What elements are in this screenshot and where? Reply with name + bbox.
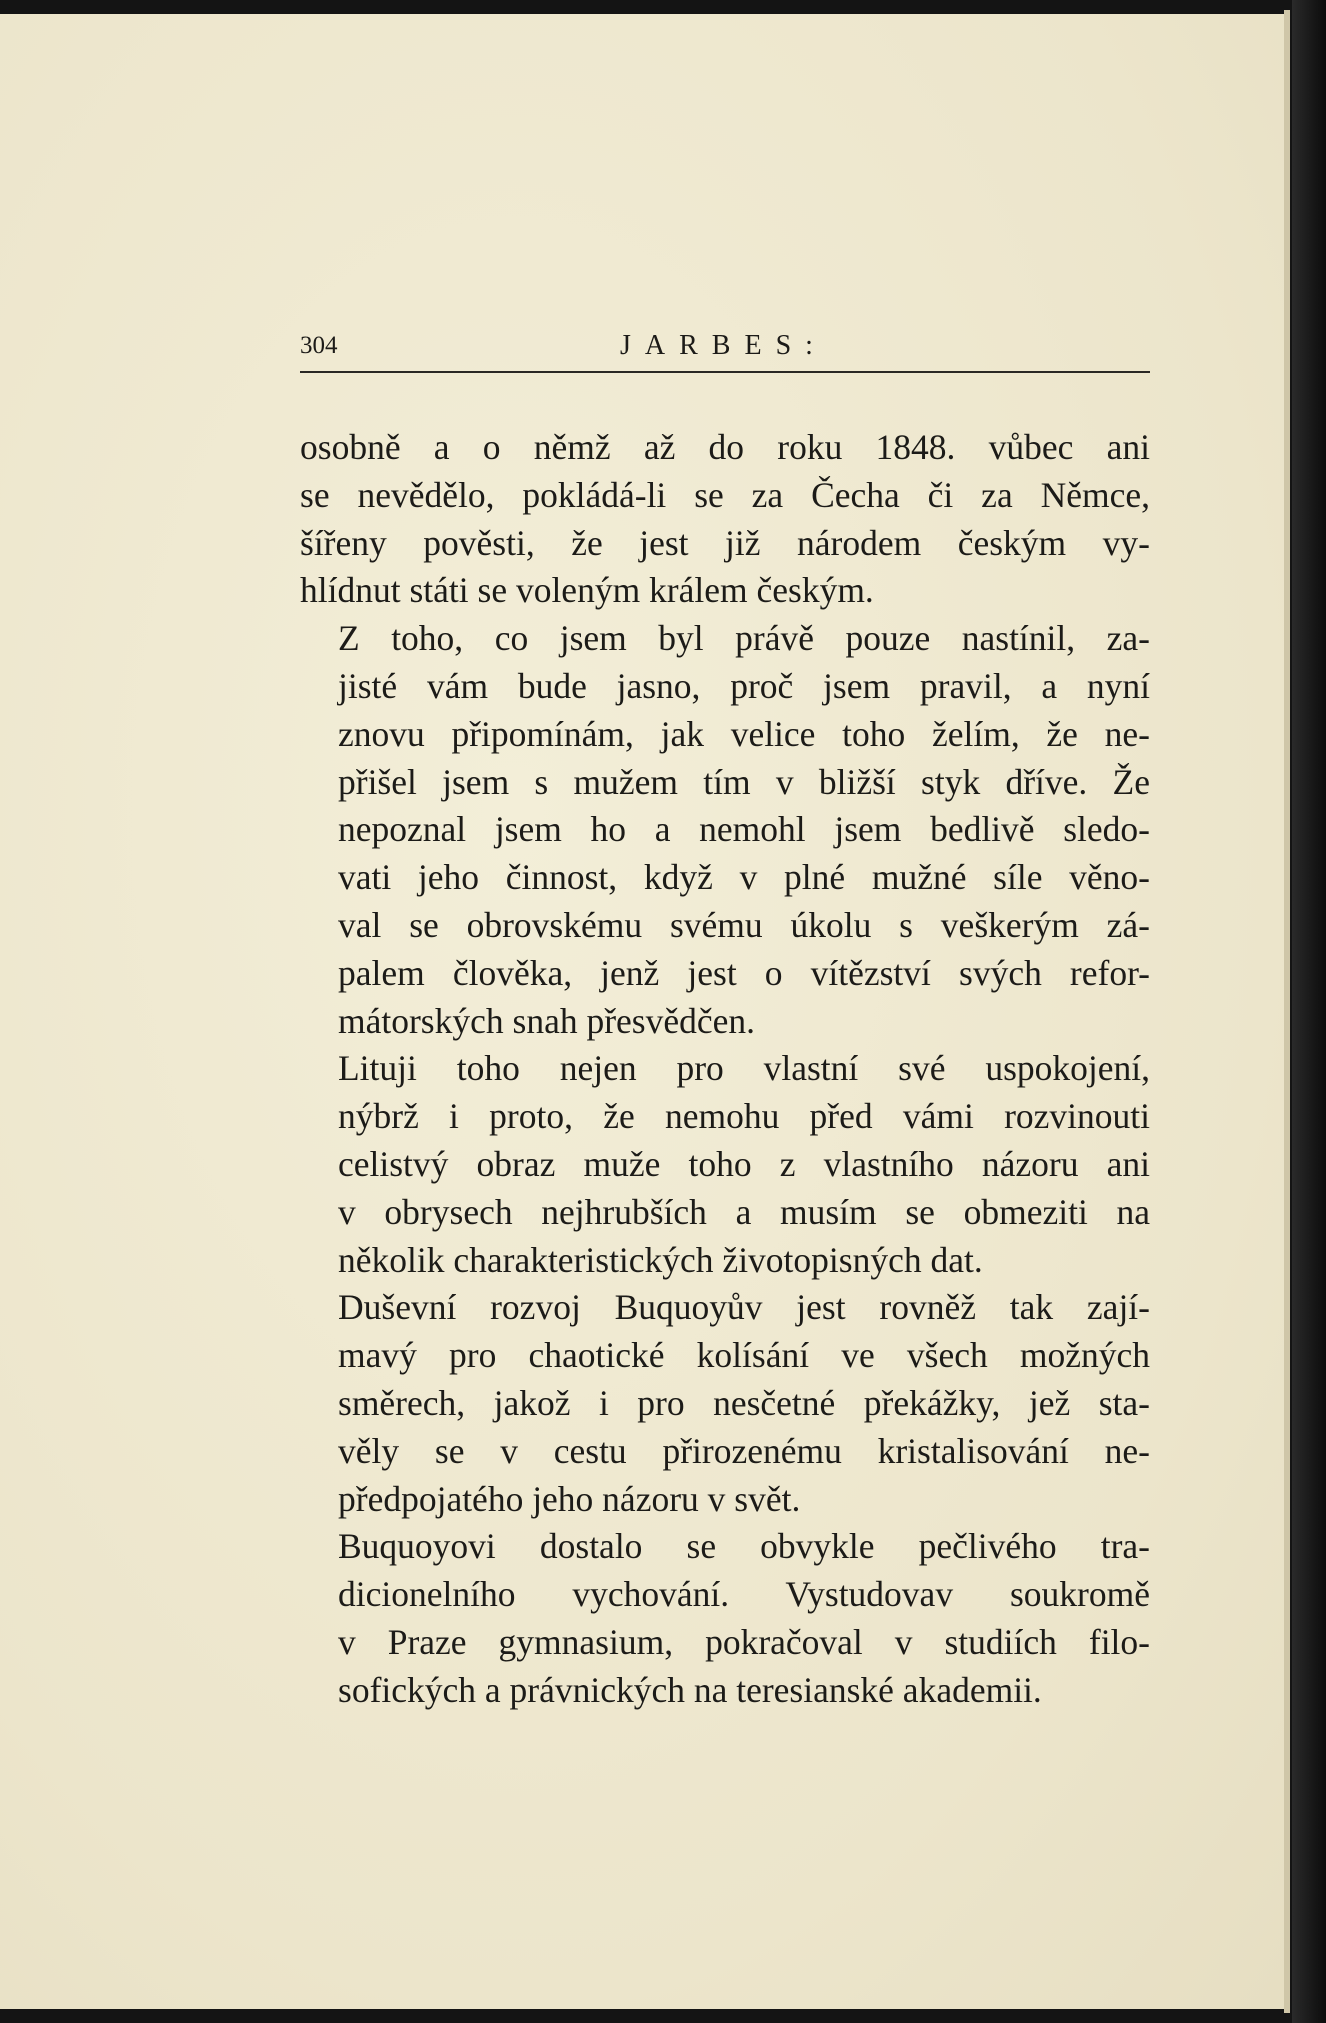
paragraph	[300, 615, 1150, 1045]
text-line: několik charakteristických životopisných dat.	[338, 1239, 983, 1280]
text-line: mavý pro chaotické kolísání ve všech možných	[338, 1335, 1150, 1376]
paragraph	[300, 1523, 1150, 1714]
paragraph	[300, 424, 1150, 615]
text-line: směrech, jakož i pro nesčetné překážky, jež sta-	[338, 1382, 1150, 1423]
text-line: Lituji toho nejen pro vlastní své uspokojení,	[338, 1048, 1150, 1089]
text-line: Buquoyovi dostalo se obvykle pečlivého tra-	[338, 1526, 1150, 1567]
running-head: JARBES:	[620, 330, 827, 361]
text-line: dicionelního vychování. Vystudovav soukromě	[338, 1574, 1150, 1615]
text-line: nýbrž i proto, že nemohu před vámi rozvinouti	[338, 1096, 1150, 1137]
text-line: znovu připomínám, jak velice toho želím, že ne-	[338, 713, 1150, 754]
text-line: Z toho, co jsem byl právě pouze nastínil, za-	[338, 618, 1150, 659]
text-line: osobně a o němž až do roku 1848. vůbec ani	[300, 427, 1150, 467]
page-edge	[1284, 10, 1290, 2013]
text-line: vati jeho činnost, když v plné mužné síle věno-	[338, 857, 1150, 898]
text-line: nepoznal jsem ho a nemohl jsem bedlivě sledo-	[338, 809, 1150, 850]
book-page	[0, 14, 1284, 2009]
text-line: přišel jsem s mužem tím v bližší styk dříve. Že	[338, 761, 1150, 802]
text-line: mátorských snah přesvědčen.	[338, 1000, 755, 1041]
text-line: jisté vám bude jasno, proč jsem pravil, a nyní	[338, 665, 1150, 706]
page-number: 304	[300, 332, 338, 359]
page-header	[300, 332, 1150, 372]
text-line: sofických a právnických na teresianské akademii.	[338, 1669, 1042, 1710]
text-line: šířeny pověsti, že jest již národem českým vy-	[300, 522, 1150, 563]
paragraph	[300, 1284, 1150, 1523]
body-text	[300, 424, 1150, 1715]
binding-shadow	[1292, 0, 1326, 2023]
text-line: hlídnut státi se voleným králem českým.	[300, 570, 874, 611]
text-line: v Praze gymnasium, pokračoval v studiích filo-	[338, 1621, 1150, 1662]
text-line: palem člověka, jenž jest o vítězství svých refor-	[338, 952, 1150, 993]
text-line: Duševní rozvoj Buquoyův jest rovněž tak zají-	[338, 1287, 1150, 1328]
text-line: se nevědělo, pokládá-li se za Čecha či za Němce,	[300, 474, 1150, 515]
text-line: v obrysech nejhrubších a musím se obmeziti na	[338, 1191, 1150, 1232]
text-line: předpojatého jeho názoru v svět.	[338, 1478, 801, 1519]
text-line: celistvý obraz muže toho z vlastního názoru ani	[338, 1143, 1150, 1184]
paragraph	[300, 1045, 1150, 1284]
header-rule	[300, 371, 1150, 373]
text-line: val se obrovskému svému úkolu s veškerým zá-	[338, 904, 1150, 945]
text-line: věly se v cestu přirozenému kristalisování ne-	[338, 1430, 1150, 1471]
